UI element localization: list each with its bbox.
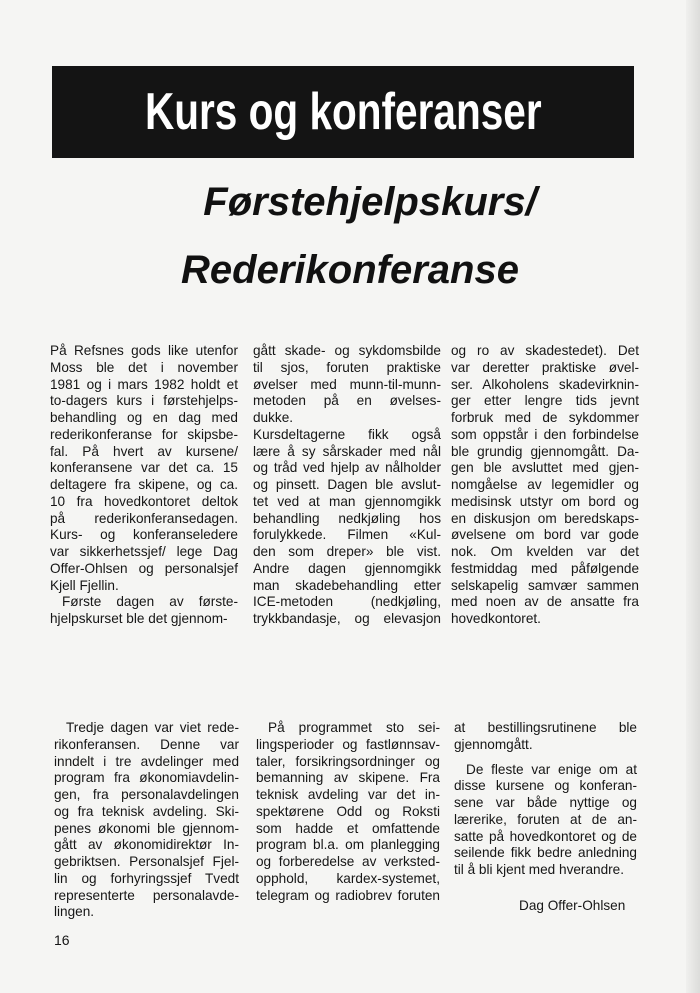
text-line: bemanning av skipene. Fra xyxy=(256,770,440,786)
page-number: 16 xyxy=(54,932,70,948)
text-line: opphold, kardex-systemet, xyxy=(256,870,440,886)
text-column-6 xyxy=(454,720,637,879)
text-line: på rederikonferansedagen. xyxy=(50,510,238,526)
text-line: gebriktsen. Personalsjef Fjel- xyxy=(54,854,239,869)
text-line: rederikonferanse for skipsbe- xyxy=(50,426,238,442)
text-column-2 xyxy=(253,343,441,628)
text-line: den som dreper» ble vist. xyxy=(253,544,441,559)
text-column-4 xyxy=(54,720,239,921)
text-line: en diskusjon om beredskaps- xyxy=(451,510,639,526)
text-line: lingsperioder og fastlønnsav- xyxy=(256,736,440,752)
text-line: spektørene Odd og Roksti xyxy=(256,803,440,819)
text-line: De fleste var enige om at xyxy=(466,761,637,777)
text-line: behandling og en dag med xyxy=(50,410,238,425)
text-line: hjelpskurset ble det gjennom- xyxy=(50,611,228,626)
page-edge xyxy=(686,0,700,993)
text-line: festmiddag med påfølgende xyxy=(451,560,639,576)
text-column-3 xyxy=(451,343,639,628)
text-line: Kjell Fjellin. xyxy=(50,577,119,593)
text-line: til sjos, foruten praktiske xyxy=(253,359,441,375)
text-line: var sikkerhetssjef/ lege Dag xyxy=(50,544,238,559)
text-line: konferansene var det ca. 15 xyxy=(50,460,238,476)
text-line: gjennomgått. xyxy=(454,736,533,752)
text-line: taler, forsikringsordninger og xyxy=(256,753,440,769)
text-line: gen ble avsluttet med gjen- xyxy=(451,460,639,476)
text-line: selskapelig samvær sammen xyxy=(451,577,639,593)
text-line: telegram og radiobrev foruten xyxy=(256,887,440,903)
text-line: forbruk med de sykdommer xyxy=(451,410,639,425)
text-line: og forberedelse av verksted- xyxy=(256,854,440,869)
text-line: man skadebehandling etter xyxy=(253,577,441,593)
text-line: program fra økonomiavdelin- xyxy=(54,770,239,786)
text-line: ICE-metoden (nedkjøling, xyxy=(253,594,441,610)
text-line: Kursdeltagerne fikk også xyxy=(253,426,441,442)
text-column-5 xyxy=(256,720,440,904)
author-signature: Dag Offer-Ohlsen xyxy=(519,898,626,913)
text-line: lingen. xyxy=(54,904,95,920)
text-line: nomgåelse av legemidler og xyxy=(451,477,639,492)
text-line: satte på hovedkontoret og de xyxy=(454,828,637,844)
text-line: seilende fikk bedre anledning xyxy=(454,845,637,861)
text-line: nok. Om kvelden var det xyxy=(451,544,639,559)
text-line: gått skade- og sykdomsbilde xyxy=(253,343,441,358)
text-line: hovedkontoret. xyxy=(451,611,541,626)
text-line: to-dagers kurs i førstehjelps- xyxy=(50,393,238,409)
text-line: gått av økonomidirektør In- xyxy=(54,837,239,853)
text-line: behandling nedkjøling hos xyxy=(253,510,441,526)
text-line: som hadde et omfattende xyxy=(256,820,440,836)
text-line: at bestillingsrutinene ble xyxy=(454,720,637,735)
text-line: disse kursene og konferan- xyxy=(454,778,637,794)
text-line: På programmet sto sei- xyxy=(268,720,440,735)
text-line: ger etter lengre tids jevnt xyxy=(451,393,639,409)
text-line: forulykkede. Filmen «Kul- xyxy=(253,527,441,543)
text-line: som oppstår i den forbindelse xyxy=(451,426,639,442)
text-line: var deretter praktiske øvel- xyxy=(451,359,639,375)
text-line: ser. Alkoholens skadevirknin- xyxy=(451,376,639,392)
text-line: dukke. xyxy=(253,410,294,425)
text-line: med noen av de ansatte fra xyxy=(451,594,639,610)
text-line: og fra teknisk avdeling. Ski- xyxy=(54,803,239,819)
text-column-1 xyxy=(50,343,238,628)
text-line: Moss ble det i november xyxy=(50,359,238,375)
text-line: Offer-Ohlsen og personalsjef xyxy=(50,560,238,576)
text-line: representerte personalavde- xyxy=(54,887,239,903)
text-line: tet ved at man gjennomgikk xyxy=(253,493,441,509)
text-line: gen, fra personalavdelingen xyxy=(54,787,239,802)
text-line: deltagere fra skipene, og ca. xyxy=(50,477,238,492)
text-line: penes økonomi ble gjennom- xyxy=(54,820,239,836)
text-line: sene var både nyttige og xyxy=(454,795,637,810)
text-line: Andre dagen gjennomgikk xyxy=(253,560,441,576)
text-line: og pinsett. Dagen ble avslut- xyxy=(253,477,441,492)
text-line: inndelt i tre avdelinger med xyxy=(54,753,239,769)
text-line: medisinsk utstyr om bord og xyxy=(451,493,639,509)
text-line: ble grundig gjennomgått. Da- xyxy=(451,443,639,459)
section-banner xyxy=(52,66,634,158)
text-line: metoden på en øvelses- xyxy=(253,393,441,409)
text-line: Kurs- og konferanseledere xyxy=(50,527,238,543)
article-heading-line1: Førstehjelpskurs/ xyxy=(203,180,537,224)
text-line: Tredje dagen var viet rede- xyxy=(66,720,239,735)
text-line: Første dagen av første- xyxy=(62,594,238,610)
text-line: trykkbandasje, og elevasjon xyxy=(253,611,441,626)
article-heading-line2: Rederikonferanse xyxy=(181,248,519,292)
text-line: og ro av skadestedet). Det xyxy=(451,343,639,358)
text-line: lin og forhyringssjef Tvedt xyxy=(54,870,239,886)
text-line: og tråd ved hjelp av nålholder xyxy=(253,460,441,476)
text-line: til å bli kjent med hverandre. xyxy=(454,862,625,877)
text-line: øvelser med munn-til-munn- xyxy=(253,376,441,392)
text-line: lærerike, foruten at de an- xyxy=(454,811,637,827)
text-line: 10 fra hovedkontoret deltok xyxy=(50,493,238,509)
text-line: fal. På hvert av kursene/ xyxy=(50,443,238,459)
text-line: 1981 og i mars 1982 holdt et xyxy=(50,376,238,392)
text-line: teknisk avdeling var det in- xyxy=(256,787,440,802)
text-line: lære å sy sårskader med nål xyxy=(253,443,441,459)
text-line: På Refsnes gods like utenfor xyxy=(50,343,238,358)
text-line: rikonferansen. Denne var xyxy=(54,736,239,752)
text-line: øvelsene om bord var gode xyxy=(451,527,639,543)
banner-title: Kurs og konferanser xyxy=(144,83,542,141)
text-line: program bl.a. om planlegging xyxy=(256,837,440,853)
